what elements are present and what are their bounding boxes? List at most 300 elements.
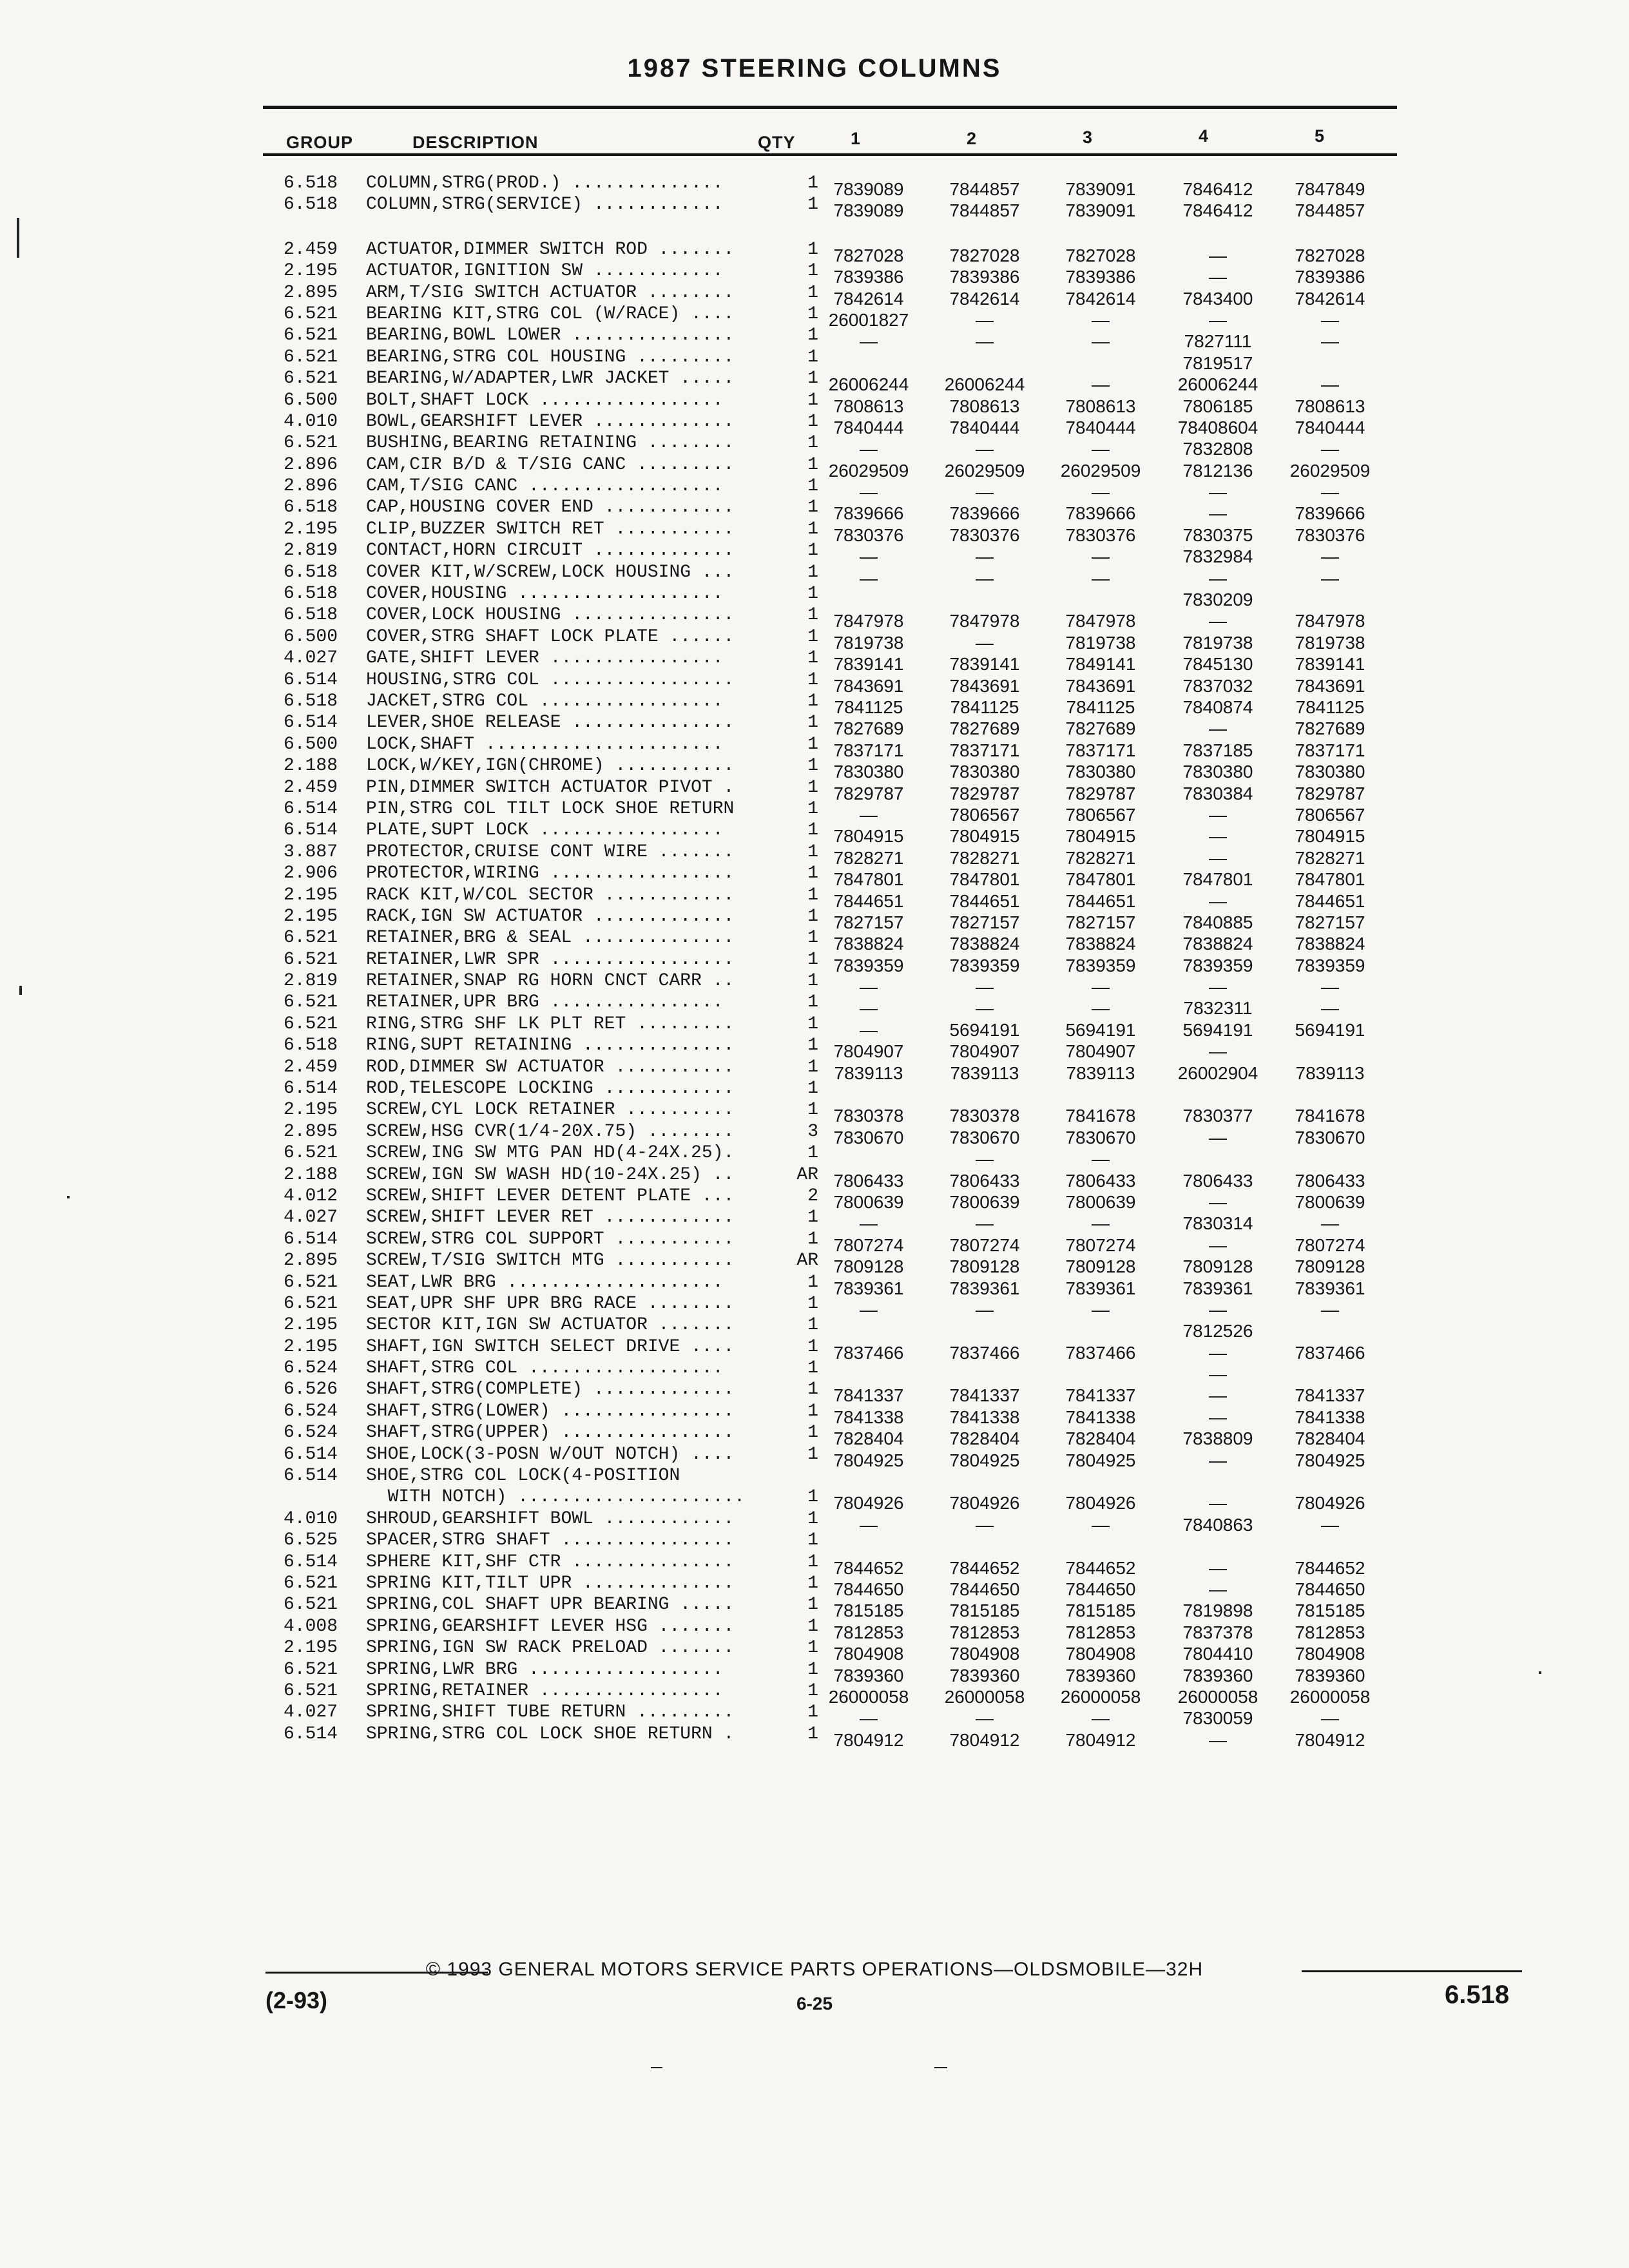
part-number-cell-3: 7804926 <box>1065 1493 1136 1514</box>
part-number-cell-1: 7847978 <box>833 611 904 631</box>
group-cell: 6.521 <box>284 1143 338 1164</box>
description-cell: SHOE,STRG COL LOCK(4-POSITION <box>366 1466 680 1486</box>
group-cell: 6.525 <box>284 1530 338 1551</box>
part-number-cell-3: 7839359 <box>1065 955 1136 975</box>
part-number-cell-2: 7837171 <box>949 740 1020 760</box>
part-number-cell-3: 7839361 <box>1065 1278 1136 1298</box>
title-rule <box>263 106 1397 109</box>
qty-cell: 1 <box>807 971 818 992</box>
part-number-cell-5: 7807274 <box>1295 1235 1365 1255</box>
description-cell: RETAINER,UPR BRG ................ <box>366 992 724 1013</box>
part-number-cell-5: — <box>1321 977 1339 997</box>
scan-mark <box>67 1196 70 1198</box>
table-row <box>284 368 1392 395</box>
table-row <box>284 1552 1392 1578</box>
part-number-cell-4: — <box>1209 1579 1227 1599</box>
scan-mark <box>1539 1671 1541 1674</box>
part-number-cell-1: 7804915 <box>833 826 904 847</box>
table-row <box>284 1314 1392 1341</box>
description-cell: HOUSING,STRG COL ................. <box>366 669 735 690</box>
qty-cell: 1 <box>807 1079 818 1099</box>
part-number-cell-5: 7838824 <box>1295 934 1365 954</box>
part-number-cell-4: — <box>1209 503 1227 524</box>
part-number-cell-4: 7827111 <box>1184 331 1252 352</box>
description-cell: GATE,SHIFT LEVER ................ <box>366 648 724 669</box>
group-cell: 6.524 <box>284 1423 338 1443</box>
part-number-cell-2: 7807274 <box>949 1235 1020 1255</box>
part-number-cell-3: 26029509 <box>1060 460 1141 481</box>
part-number-cell-1: 7844650 <box>833 1579 904 1599</box>
part-number-cell-3: 7844651 <box>1065 890 1136 911</box>
part-number-cell-5: 7800639 <box>1295 1191 1365 1212</box>
part-number-cell-5: 7804925 <box>1295 1450 1365 1470</box>
part-number-cell-2: — <box>976 632 994 653</box>
part-number-cell-1: 26001827 <box>828 309 909 330</box>
qty-cell: 1 <box>807 841 818 862</box>
description-cell: SPRING,IGN SW RACK PRELOAD ....... <box>366 1638 735 1658</box>
part-number-cell-1: 7804908 <box>833 1644 904 1664</box>
part-number-cell-4: — <box>1209 309 1227 330</box>
part-number-cell-4: — <box>1209 1385 1227 1406</box>
table-row <box>284 604 1392 631</box>
part-number-cell-2: 26029509 <box>944 460 1025 481</box>
qty-cell: 1 <box>807 173 818 193</box>
group-cell: 2.896 <box>284 454 338 475</box>
part-number-cell-4: 26000058 <box>1177 1686 1258 1707</box>
description-cell: CAP,HOUSING COVER END ............ <box>366 497 735 518</box>
qty-cell: 1 <box>807 1035 818 1056</box>
qty-cell: 1 <box>807 992 818 1013</box>
part-number-cell-1: 7830670 <box>833 1127 904 1148</box>
part-number-cell-4: 7839359 <box>1182 955 1253 975</box>
part-number-cell-3: 7807274 <box>1065 1235 1136 1255</box>
part-number-cell-2: 7804908 <box>949 1644 1020 1664</box>
part-number-cell-2: — <box>976 998 994 1019</box>
table-row <box>284 906 1392 932</box>
description-cell: PROTECTOR,WIRING ................. <box>366 863 735 884</box>
qty-cell: 1 <box>807 541 818 561</box>
footer-copyright: © 1993 GENERAL MOTORS SERVICE PARTS OPERATIONS—OLDSMOBILE—32H <box>425 1959 1204 1980</box>
part-number-cell-3: 7839360 <box>1065 1665 1136 1686</box>
part-number-cell-3: 7804915 <box>1065 826 1136 847</box>
part-number-cell-3: 7847801 <box>1065 869 1136 890</box>
part-number-cell-3: 7819738 <box>1065 632 1136 653</box>
part-number-cell-2: 7808613 <box>949 396 1020 416</box>
group-cell: 6.500 <box>284 390 338 410</box>
parts-table <box>284 173 1392 1750</box>
table-row <box>284 1229 1392 1255</box>
part-number-cell-3: 7804912 <box>1065 1729 1136 1750</box>
description-cell: RETAINER,SNAP RG HORN CNCT CARR .. <box>366 971 735 992</box>
qty-cell: 1 <box>807 949 818 970</box>
group-cell: 2.895 <box>284 1251 338 1271</box>
part-number-cell-5: — <box>1321 1708 1339 1729</box>
part-number-cell-1: 7843691 <box>833 675 904 696</box>
part-number-cell-1: 7839360 <box>833 1665 904 1686</box>
part-number-cell-5: 7827157 <box>1295 912 1365 932</box>
part-number-cell-1: 7838824 <box>833 934 904 954</box>
qty-cell: 1 <box>807 713 818 733</box>
part-number-cell-1: — <box>860 1299 878 1320</box>
group-cell: 3.887 <box>284 841 338 862</box>
part-number-cell-3: 7828404 <box>1065 1428 1136 1449</box>
scan-mark <box>17 218 19 258</box>
part-number-cell-4: 7840874 <box>1182 697 1253 717</box>
part-number-cell-1: 7830380 <box>833 762 904 782</box>
table-row <box>284 540 1392 567</box>
table-row <box>284 1422 1392 1449</box>
table-row <box>284 282 1392 309</box>
qty-cell: 1 <box>807 777 818 798</box>
part-number-cell-1: 7819738 <box>833 632 904 653</box>
part-number-cell-2: 7815185 <box>949 1600 1020 1621</box>
part-number-cell-1: 7837466 <box>833 1342 904 1363</box>
description-cell: BEARING,BOWL LOWER ............... <box>366 325 735 346</box>
table-row <box>284 476 1392 503</box>
table-row <box>284 1465 1392 1486</box>
group-cell: 2.459 <box>284 777 338 798</box>
description-cell: SPRING,SHIFT TUBE RETURN ......... <box>366 1702 735 1723</box>
part-number-cell-4: — <box>1209 1191 1227 1212</box>
group-cell: 2.195 <box>284 261 338 282</box>
description-cell: SHOE,LOCK(3-POSN W/OUT NOTCH) .... <box>366 1444 735 1465</box>
description-cell: ACTUATOR,IGNITION SW ............ <box>366 261 724 282</box>
part-number-cell-2: — <box>976 331 994 352</box>
group-cell: 6.518 <box>284 173 338 193</box>
header-rule <box>263 153 1397 156</box>
part-number-cell-3: — <box>1092 309 1110 330</box>
table-row <box>284 885 1392 911</box>
qty-cell: 1 <box>807 1444 818 1465</box>
part-number-cell-4: — <box>1209 804 1227 825</box>
col-header-description: DESCRIPTION <box>412 133 539 152</box>
qty-cell: 1 <box>807 1358 818 1379</box>
qty-cell: 1 <box>807 1100 818 1120</box>
part-number-cell-3: 7827157 <box>1065 912 1136 932</box>
qty-cell: 1 <box>807 1401 818 1421</box>
description-cell: COLUMN,STRG(PROD.) .............. <box>366 173 724 193</box>
qty-cell: 1 <box>807 605 818 626</box>
part-number-cell-1: 7847801 <box>833 869 904 890</box>
description-cell: SPRING,STRG COL LOCK SHOE RETURN . <box>366 1724 735 1744</box>
part-number-cell-3: 7842614 <box>1065 288 1136 309</box>
part-number-cell-2: — <box>976 1213 994 1234</box>
part-number-cell-4: 7832311 <box>1183 998 1253 1019</box>
part-number-cell-4: — <box>1209 611 1227 631</box>
part-number-cell-3: — <box>1092 1149 1110 1169</box>
part-number-cell-1: 7827689 <box>833 718 904 739</box>
description-cell: BOLT,SHAFT LOCK ................. <box>366 390 724 410</box>
description-cell: LEVER,SHOE RELEASE ............... <box>366 713 735 733</box>
part-number-cell-3: 7828271 <box>1065 847 1136 868</box>
qty-cell: 1 <box>807 1293 818 1314</box>
group-cell: 4.010 <box>284 1508 338 1529</box>
part-number-cell-3: 7830380 <box>1065 762 1136 782</box>
part-number-cell-2: 7812853 <box>949 1622 1020 1642</box>
part-number-cell-1: 7839141 <box>833 654 904 675</box>
part-number-cell-5: 7829787 <box>1295 783 1365 803</box>
group-cell: 2.819 <box>284 971 338 992</box>
description-cell: RACK,IGN SW ACTUATOR ............. <box>366 906 735 927</box>
part-number-cell-1: 7827157 <box>833 912 904 932</box>
part-number-cell-2: 7847978 <box>949 611 1020 631</box>
group-cell: 6.518 <box>284 497 338 518</box>
table-row <box>284 1486 1392 1514</box>
table-row <box>284 648 1392 675</box>
part-number-cell-4: 7839360 <box>1182 1665 1253 1686</box>
part-number-cell-4: 7838824 <box>1182 934 1253 954</box>
part-number-cell-2: 7806433 <box>949 1170 1020 1191</box>
col-header-1: 1 <box>851 129 862 148</box>
part-number-cell-2: 7830378 <box>949 1106 1020 1126</box>
part-number-cell-2: 7827689 <box>949 718 1020 739</box>
qty-cell: 1 <box>807 1680 818 1701</box>
part-number-cell-2: — <box>976 977 994 997</box>
part-number-cell-5: 7828271 <box>1295 847 1365 868</box>
group-cell: 6.514 <box>284 1079 338 1099</box>
group-cell: 6.521 <box>284 928 338 948</box>
part-number-cell-5: 7847801 <box>1295 869 1365 890</box>
qty-cell: 1 <box>807 1379 818 1400</box>
qty-cell: 1 <box>807 390 818 410</box>
group-cell: 6.518 <box>284 562 338 582</box>
part-number-cell-3: 7812853 <box>1065 1622 1136 1642</box>
part-number-cell-3: — <box>1092 482 1110 503</box>
description-cell: SCREW,CYL LOCK RETAINER .......... <box>366 1100 735 1120</box>
part-number-cell-1: 7812853 <box>833 1622 904 1642</box>
part-number-cell-3: — <box>1092 331 1110 352</box>
table-row <box>284 949 1392 975</box>
col-header-qty: QTY <box>758 133 796 152</box>
part-number-cell-5: — <box>1321 331 1339 352</box>
part-number-cell-1: 7827028 <box>833 245 904 265</box>
table-row <box>284 432 1392 459</box>
part-number-cell-3: — <box>1092 977 1110 997</box>
table-row <box>284 1014 1392 1040</box>
description-cell: CAM,CIR B/D & T/SIG CANC ......... <box>366 454 735 475</box>
part-number-cell-1: 7804907 <box>833 1041 904 1062</box>
part-number-cell-1: 7828271 <box>833 847 904 868</box>
part-number-cell-1: 7837171 <box>833 740 904 760</box>
part-number-cell-4: — <box>1209 847 1227 868</box>
group-cell: 4.012 <box>284 1186 338 1206</box>
part-number-cell-5: 7809128 <box>1295 1256 1365 1277</box>
part-number-cell-3: — <box>1092 546 1110 567</box>
part-number-cell-4: — <box>1209 1493 1227 1514</box>
part-number-cell-1: — <box>860 546 878 567</box>
qty-cell: 1 <box>807 1508 818 1529</box>
part-number-cell-4: 78408604 <box>1177 417 1258 437</box>
part-number-cell-3: 7804907 <box>1065 1041 1136 1062</box>
part-number-cell-5: — <box>1321 568 1339 588</box>
page-title: 1987 STEERING COLUMNS <box>627 54 1002 82</box>
part-number-cell-4: 26006244 <box>1177 374 1258 395</box>
group-cell: 6.514 <box>284 820 338 841</box>
group-cell: 6.514 <box>284 713 338 733</box>
table-row <box>284 411 1392 437</box>
description-cell: SHROUD,GEARSHIFT BOWL ............ <box>366 1508 735 1529</box>
group-cell: 6.518 <box>284 1035 338 1056</box>
part-number-cell-4: — <box>1209 1450 1227 1470</box>
part-number-cell-3: 7809128 <box>1065 1256 1136 1277</box>
qty-cell: 1 <box>807 562 818 582</box>
qty-cell: 1 <box>807 1638 818 1658</box>
group-cell: 6.518 <box>284 584 338 604</box>
part-number-cell-5: 7844857 <box>1295 200 1365 221</box>
part-number-cell-5: 26000058 <box>1289 1686 1371 1707</box>
part-number-cell-4: 7830314 <box>1182 1213 1253 1234</box>
group-cell: 2.459 <box>284 239 338 260</box>
part-number-cell-2: 7804915 <box>949 826 1020 847</box>
part-number-cell-4: 7812526 <box>1182 1321 1253 1341</box>
part-number-cell-4: 5694191 <box>1182 1019 1253 1040</box>
qty-cell: 1 <box>807 798 818 819</box>
part-number-cell-5: 7804926 <box>1295 1493 1365 1514</box>
description-cell: SPRING,GEARSHIFT LEVER HSG ....... <box>366 1616 735 1637</box>
table-row <box>284 626 1392 653</box>
part-number-cell-4: 7830380 <box>1182 762 1253 782</box>
part-number-cell-2: 7842614 <box>949 288 1020 309</box>
part-number-cell-2: 7844652 <box>949 1557 1020 1578</box>
part-number-cell-3: — <box>1092 1514 1110 1535</box>
part-number-cell-4: 26002904 <box>1177 1062 1258 1083</box>
description-cell: JACKET,STRG COL ................. <box>366 691 724 711</box>
part-number-cell-4: — <box>1209 245 1227 265</box>
part-number-cell-5: 7841125 <box>1295 697 1365 717</box>
part-number-cell-4: — <box>1209 1557 1227 1578</box>
part-number-cell-4: 7819898 <box>1182 1600 1253 1621</box>
group-cell: 2.195 <box>284 519 338 539</box>
part-number-cell-4: — <box>1209 718 1227 739</box>
part-number-cell-5: 7837466 <box>1295 1342 1365 1363</box>
description-cell: WITH NOTCH) ..................... <box>366 1487 746 1508</box>
qty-cell: 1 <box>807 261 818 282</box>
table-row <box>284 519 1392 545</box>
table-row <box>284 1272 1392 1298</box>
footer-section-number: 6.518 <box>1445 1981 1510 2009</box>
description-cell: SPRING,LWR BRG .................. <box>366 1659 724 1680</box>
qty-cell: 1 <box>807 411 818 432</box>
part-number-cell-4: — <box>1209 1041 1227 1062</box>
table-row <box>284 390 1392 416</box>
part-number-cell-3: 7830376 <box>1065 524 1136 545</box>
part-number-cell-3: 7844650 <box>1065 1579 1136 1599</box>
qty-cell: 1 <box>807 756 818 776</box>
description-cell: SCREW,SHIFT LEVER DETENT PLATE ... <box>366 1186 735 1206</box>
col-header-3: 3 <box>1083 128 1094 147</box>
group-cell: 6.518 <box>284 605 338 626</box>
part-number-cell-5: 7804915 <box>1295 826 1365 847</box>
group-cell: 2.195 <box>284 1100 338 1120</box>
description-cell: PIN,STRG COL TILT LOCK SHOE RETURN <box>366 798 735 819</box>
part-number-cell-5: 7830376 <box>1295 524 1365 545</box>
part-number-cell-1: 7842614 <box>833 288 904 309</box>
scan-mark <box>19 986 22 995</box>
qty-cell: AR <box>796 1164 818 1185</box>
table-row <box>284 841 1392 868</box>
part-number-cell-2: 7844651 <box>949 890 1020 911</box>
group-cell: 6.518 <box>284 691 338 711</box>
group-cell: 6.514 <box>284 798 338 819</box>
group-cell: 2.195 <box>284 1315 338 1336</box>
group-cell: 6.514 <box>284 1724 338 1744</box>
part-number-cell-4: 7847801 <box>1182 869 1253 890</box>
scan-mark <box>934 2067 947 2068</box>
part-number-cell-2: — <box>976 546 994 567</box>
part-number-cell-2: 7827157 <box>949 912 1020 932</box>
group-cell: 6.521 <box>284 369 338 389</box>
qty-cell: 1 <box>807 1595 818 1615</box>
part-number-cell-5: 7839361 <box>1295 1278 1365 1298</box>
part-number-cell-1: 7841338 <box>833 1407 904 1427</box>
qty-cell: 1 <box>807 497 818 518</box>
qty-cell: 1 <box>807 734 818 754</box>
qty-cell: 1 <box>807 1143 818 1164</box>
part-number-cell-3: 26000058 <box>1060 1686 1141 1707</box>
description-cell: ROD,TELESCOPE LOCKING ............ <box>366 1079 735 1099</box>
part-number-cell-3: 7843691 <box>1065 675 1136 696</box>
part-number-cell-5: — <box>1321 309 1339 330</box>
part-number-cell-4: — <box>1209 1407 1227 1427</box>
part-number-cell-1: 7804912 <box>833 1729 904 1750</box>
table-row <box>284 454 1392 481</box>
part-number-cell-2: — <box>976 568 994 588</box>
qty-cell: 1 <box>807 863 818 884</box>
part-number-cell-4: — <box>1209 1127 1227 1148</box>
qty-cell: 2 <box>807 1186 818 1206</box>
part-number-cell-4: 7830375 <box>1182 524 1253 545</box>
table-row <box>284 970 1392 997</box>
description-cell: RACK KIT,W/COL SECTOR ............ <box>366 885 735 905</box>
group-cell: 6.514 <box>284 1466 338 1486</box>
part-number-cell-2: 7830376 <box>949 524 1020 545</box>
part-number-cell-5: — <box>1321 1213 1339 1234</box>
description-cell: CLIP,BUZZER SWITCH RET ........... <box>366 519 735 539</box>
part-number-cell-2: 7839666 <box>949 503 1020 524</box>
table-row <box>284 325 1392 352</box>
part-number-cell-3: 7827689 <box>1065 718 1136 739</box>
table-row <box>284 1702 1392 1729</box>
part-number-cell-4: 7830059 <box>1182 1708 1253 1729</box>
description-cell: SCREW,T/SIG SWITCH MTG ........... <box>366 1251 735 1271</box>
table-row <box>284 1207 1392 1234</box>
qty-cell: 1 <box>807 1229 818 1249</box>
description-cell: SHAFT,STRG(COMPLETE) ............. <box>366 1379 735 1400</box>
col-header-4: 4 <box>1199 126 1210 146</box>
part-number-cell-1: 7804925 <box>833 1450 904 1470</box>
part-number-cell-2: 7827028 <box>949 245 1020 265</box>
part-number-cell-5: 7804912 <box>1295 1729 1365 1750</box>
part-number-cell-5: 7808613 <box>1295 396 1365 416</box>
table-row <box>284 1659 1392 1686</box>
part-number-cell-2: 7839386 <box>949 267 1020 287</box>
group-cell: 4.010 <box>284 411 338 432</box>
description-cell: PIN,DIMMER SWITCH ACTUATOR PIVOT . <box>366 777 735 798</box>
part-number-cell-1: — <box>860 998 878 1019</box>
description-cell: SPACER,STRG SHAFT ................ <box>366 1530 735 1551</box>
table-row <box>284 1078 1392 1099</box>
table-row <box>284 1358 1392 1385</box>
group-cell: 4.008 <box>284 1616 338 1637</box>
part-number-cell-1: — <box>860 804 878 825</box>
group-cell: 2.895 <box>284 282 338 303</box>
part-number-cell-3: — <box>1092 1708 1110 1729</box>
group-cell: 6.514 <box>284 1444 338 1465</box>
table-row <box>284 194 1392 221</box>
qty-cell: 1 <box>807 1014 818 1034</box>
part-number-cell-3: — <box>1092 998 1110 1019</box>
part-number-cell-4: 7830384 <box>1182 783 1253 803</box>
